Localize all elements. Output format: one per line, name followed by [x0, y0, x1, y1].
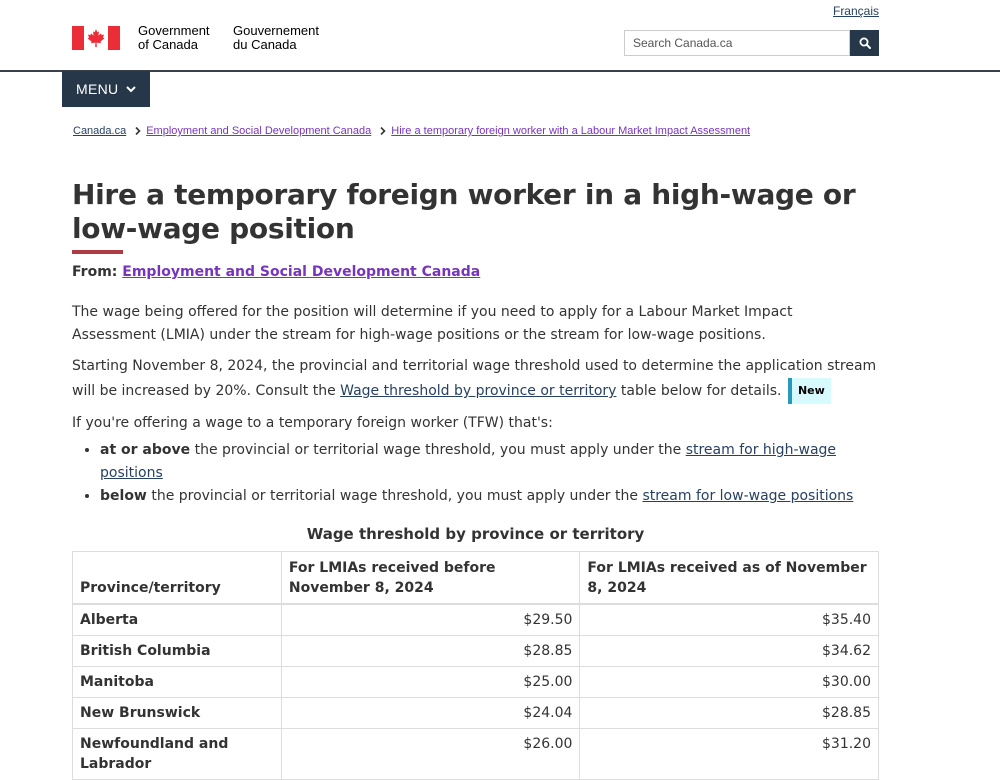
menu-button[interactable]: [62, 71, 150, 107]
province-cell: Manitoba: [73, 667, 282, 698]
chevron-down-icon: [126, 86, 136, 93]
province-cell: New Brunswick: [73, 698, 282, 729]
from-department-link[interactable]: Employment and Social Development Canada: [122, 264, 481, 280]
wage-after-cell: $30.00: [580, 667, 879, 698]
from-line: [72, 264, 879, 280]
province-cell: Newfoundland and Labrador: [73, 729, 282, 780]
wage-before-cell: $29.50: [281, 604, 580, 636]
search-input[interactable]: [624, 30, 850, 56]
table-row: [73, 729, 879, 780]
title-underline: [72, 250, 123, 254]
table-row: [73, 636, 879, 667]
breadcrumb: [73, 125, 750, 137]
breadcrumb-item-hire-tfw[interactable]: Hire a temporary foreign worker with a Labour Market Impact Assessment: [391, 125, 751, 137]
search-button[interactable]: [850, 30, 879, 56]
breadcrumb-item-esdc[interactable]: Employment and Social Development Canada: [146, 125, 372, 137]
column-header-after: For LMIAs received as of November 8, 2024: [580, 552, 879, 605]
wage-after-cell: $31.20: [580, 729, 879, 780]
wage-threshold-table: [72, 551, 879, 780]
site-header: [0, 0, 1000, 72]
wage-after-cell: $35.40: [580, 604, 879, 636]
column-header-before: For LMIAs received before November 8, 2024: [281, 552, 580, 605]
wage-after-cell: $34.62: [580, 636, 879, 667]
wage-before-cell: $26.00: [281, 729, 580, 780]
intro-paragraph: The wage being offered for the position will determine if you need to apply for a Labour Market Impact Assessment (LMIA) under the stream for high-wage positions or the stream for low-wage positions.: [72, 304, 793, 343]
from-label: From:: [72, 264, 118, 280]
signature-fr-line2: du Canada: [233, 37, 297, 52]
table-row: [73, 604, 879, 636]
search-form: [624, 30, 879, 56]
offering-paragraph: If you're offering a wage to a temporary foreign worker (TFW) that's:: [72, 415, 553, 431]
chevron-right-icon: [380, 127, 386, 135]
table-caption: Wage threshold by province or territory: [306, 525, 645, 543]
signature-en-line1: Government: [138, 23, 210, 38]
magnifier-icon: [859, 37, 871, 49]
stream-list: [72, 439, 879, 508]
chevron-right-icon: [135, 127, 141, 135]
signature-en-line2: of Canada: [138, 37, 198, 52]
wage-before-cell: $25.00: [281, 667, 580, 698]
main-content: [72, 178, 879, 780]
list-item: [100, 485, 879, 508]
maple-leaf-icon: [72, 26, 120, 50]
table-header-row: [73, 552, 879, 605]
bullet-bold: below: [100, 488, 147, 504]
menu-label: MENU: [76, 81, 119, 97]
threshold-paragraph: [72, 355, 879, 404]
high-wage-stream-link[interactable]: stream for high-wage positions: [100, 442, 837, 481]
signature-english: [138, 24, 233, 52]
government-signature[interactable]: [72, 24, 343, 52]
table-row: [73, 698, 879, 729]
bullet-bold: at or above: [100, 442, 191, 458]
signature-french: [233, 24, 343, 52]
signature-fr-line1: Gouvernement: [233, 23, 319, 38]
wage-threshold-table-link[interactable]: Wage threshold by province or territory: [340, 383, 617, 399]
table-row: [73, 667, 879, 698]
language-toggle-link[interactable]: Français: [832, 4, 879, 18]
threshold-text-after: table below for details.: [616, 383, 782, 399]
bullet-text: the provincial or territorial wage threshold, you must apply under the: [146, 488, 643, 504]
province-cell: British Columbia: [73, 636, 282, 667]
wage-before-cell: $28.85: [281, 636, 580, 667]
new-badge: New: [788, 378, 831, 404]
bullet-text: the provincial or territorial wage threshold, you must apply under the: [190, 442, 686, 458]
breadcrumb-item-canada[interactable]: Canada.ca: [73, 125, 127, 137]
wage-after-cell: $28.85: [580, 698, 879, 729]
low-wage-stream-link[interactable]: stream for low-wage positions: [642, 488, 854, 504]
page-title: Hire a temporary foreign worker in a high-wage or low-wage position: [72, 178, 856, 245]
wage-before-cell: $24.04: [281, 698, 580, 729]
list-item: [100, 439, 879, 485]
threshold-text-before: Starting November 8, 2024, the provincial and territorial wage threshold used to determine the application stream will be increased by 20%. Consult the: [72, 358, 877, 399]
province-cell: Alberta: [73, 604, 282, 636]
column-header-province: Province/territory: [73, 552, 282, 605]
